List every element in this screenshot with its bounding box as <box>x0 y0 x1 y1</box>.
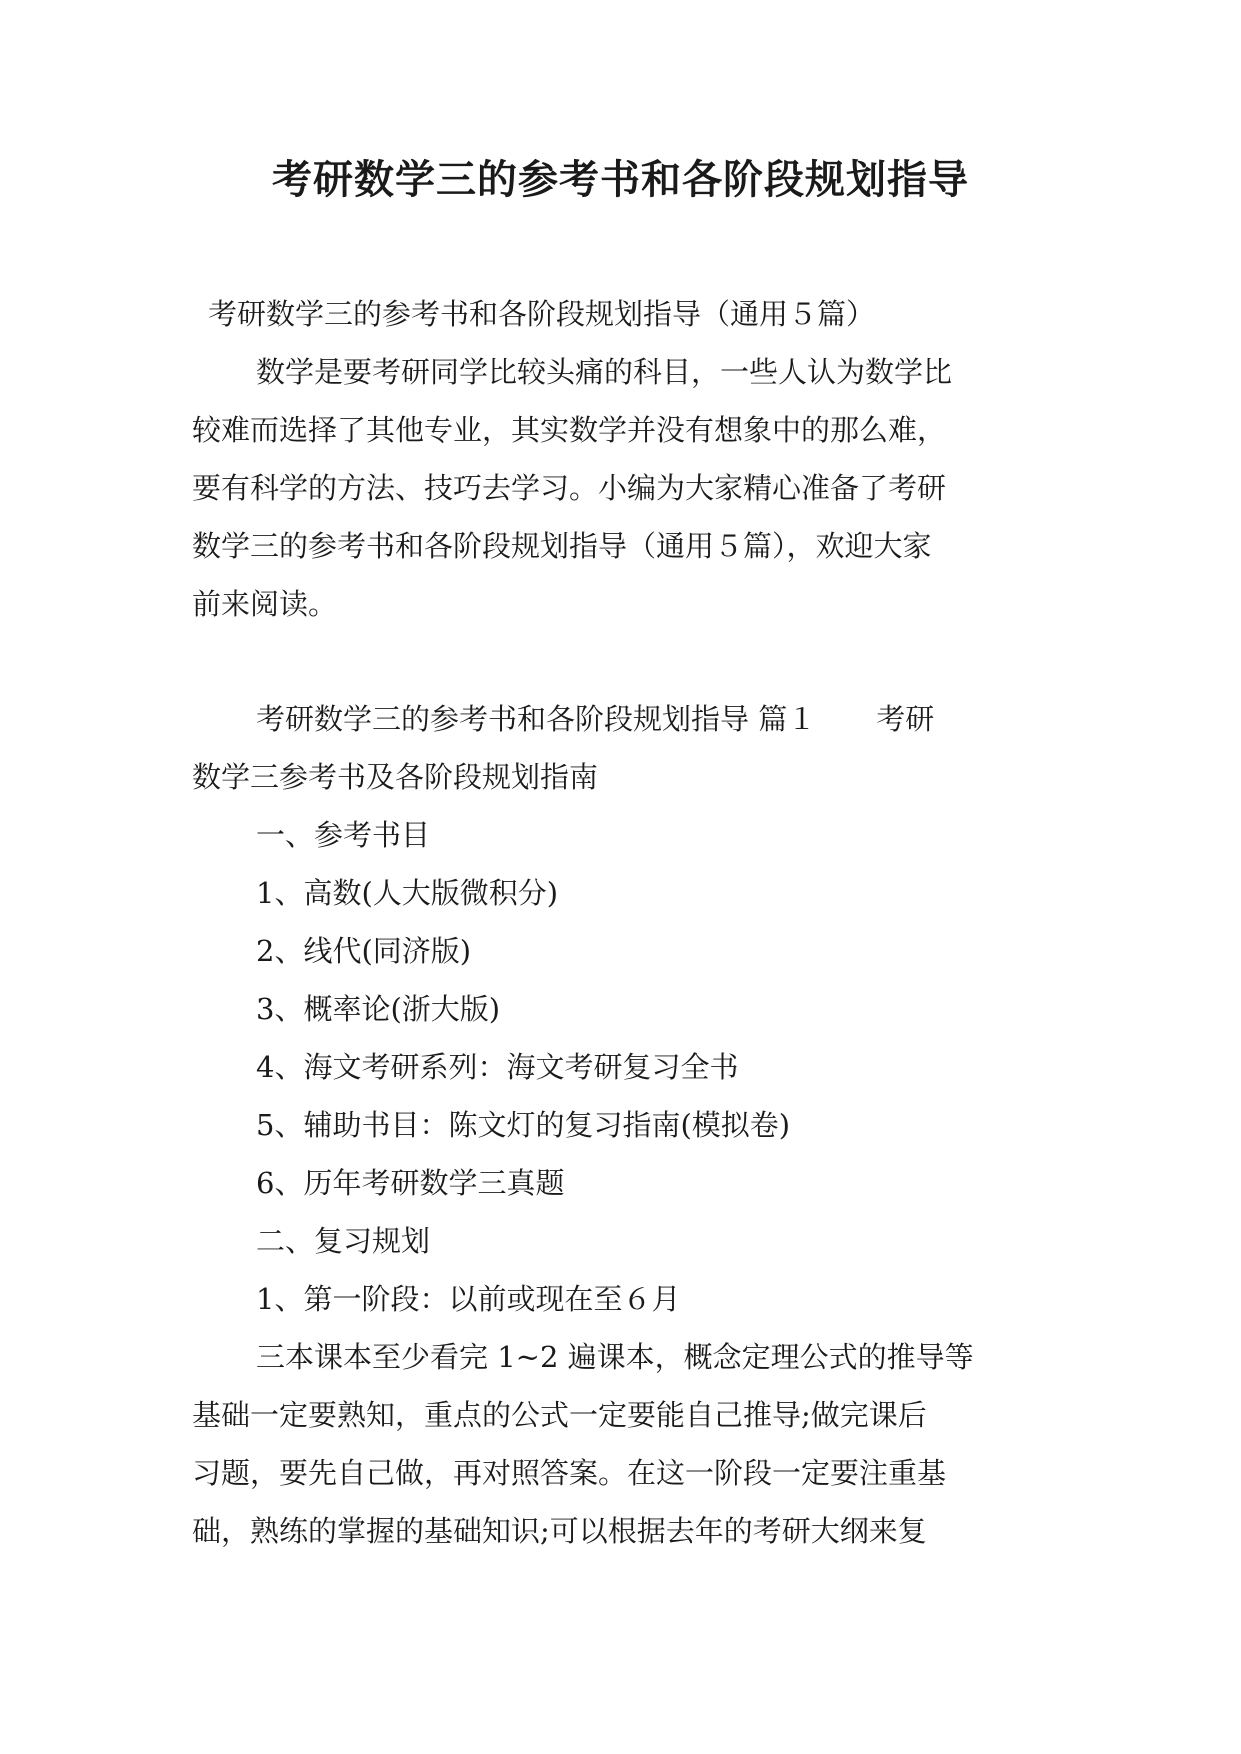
book-item: 5、辅助书目：陈文灯的复习指南(模拟卷) <box>256 1108 791 1142</box>
book-item: 3、概率论(浙大版) <box>256 992 501 1026</box>
section-heading-continuation: 数学三参考书及各阶段规划指南 <box>192 760 599 794</box>
paragraph-gap <box>192 633 1052 690</box>
intro-line: 数学是要考研同学比较头痛的科目，一些人认为数学比 <box>256 355 953 389</box>
section-heading-text: 考研数学三的参考书和各阶段规划指导 篇１ <box>256 702 817 736</box>
stage1-line: 基础一定要熟知，重点的公式一定要能自己推导;做完课后 <box>192 1398 927 1432</box>
stage1-line: 三本课本至少看完 1~2 遍课本，概念定理公式的推导等 <box>256 1340 974 1374</box>
stage1-heading: 1、第一阶段：以前或现在至６月 <box>256 1282 681 1316</box>
stage1-line: 习题，要先自己做，再对照答案。在这一阶段一定要注重基 <box>192 1456 947 1490</box>
intro-line: 数学三的参考书和各阶段规划指导（通用５篇），欢迎大家 <box>192 529 932 563</box>
document-subtitle: 考研数学三的参考书和各阶段规划指导（通用５篇） <box>208 297 876 331</box>
intro-line: 前来阅读。 <box>192 587 338 621</box>
book-item: 1、高数(人大版微积分) <box>256 876 559 910</box>
intro-line: 较难而选择了其他专业，其实数学并没有想象中的那么难， <box>192 413 947 447</box>
section-heading <box>192 690 1052 748</box>
document-body <box>192 285 1052 1560</box>
section-heading-tail: 考研 <box>876 702 935 736</box>
book-item: 4、海文考研系列：海文考研复习全书 <box>256 1050 739 1084</box>
part1-heading: 一、参考书目 <box>256 818 431 852</box>
intro-line: 要有科学的方法、技巧去学习。小编为大家精心准备了考研 <box>192 471 947 505</box>
part2-heading: 二、复习规划 <box>256 1224 431 1258</box>
book-item: 6、历年考研数学三真题 <box>256 1166 565 1200</box>
stage1-line: 础，熟练的掌握的基础知识;可以根据去年的考研大纲来复 <box>192 1514 927 1548</box>
book-item: 2、线代(同济版) <box>256 934 472 968</box>
document-title: 考研数学三的参考书和各阶段规划指导 <box>272 157 969 203</box>
